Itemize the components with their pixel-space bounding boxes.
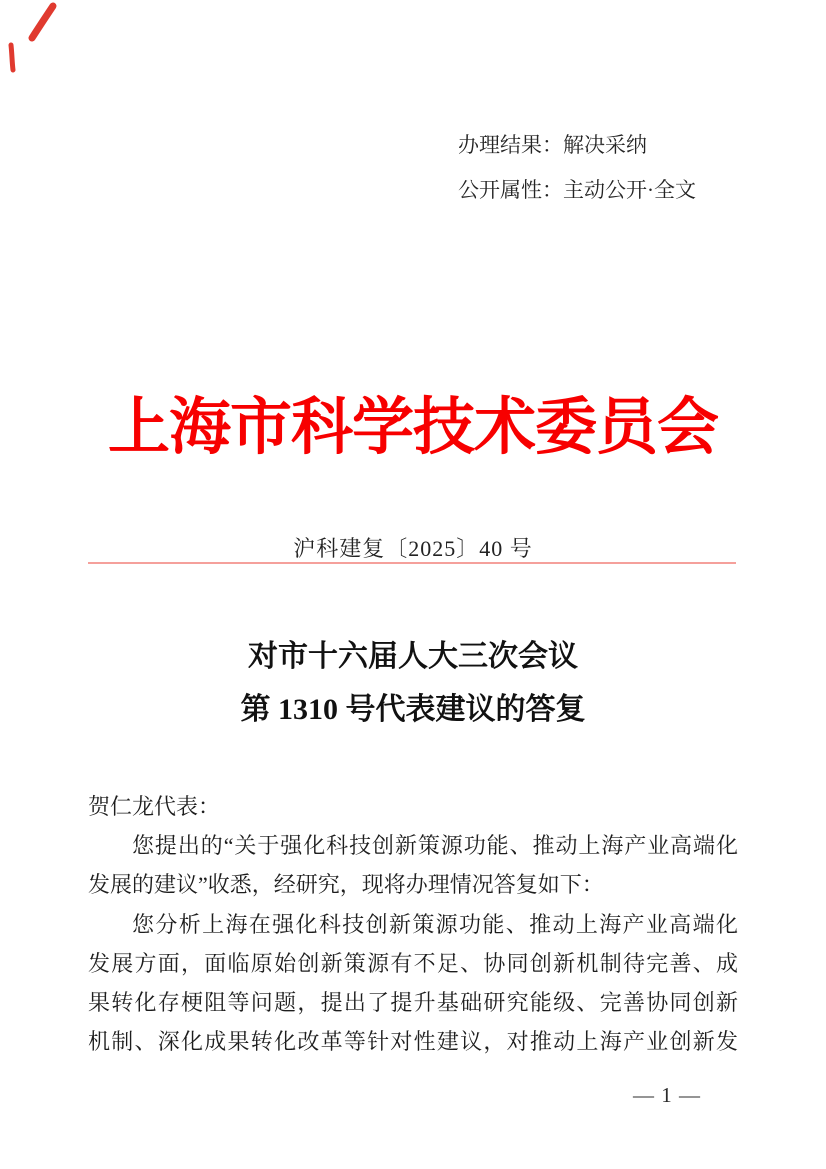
body-line: 您提出的“关于强化科技创新策源功能、推动上海产业高端化 xyxy=(132,833,738,859)
body-line: 发展方面，面临原始创新策源有不足、协同创新机制待完善、成 xyxy=(88,950,738,976)
header-meta-block xyxy=(458,123,696,213)
agency-letterhead-title: 上海市科学技术委员会 xyxy=(107,394,718,462)
body-line: 机制、深化成果转化改革等针对性建议，对推动上海产业创新发 xyxy=(88,1029,738,1055)
page-number: — 1 — xyxy=(633,1083,701,1107)
corner-scan-artifact-marks xyxy=(0,0,80,90)
reply-title-line1: 对市十六届人大三次会议 xyxy=(248,640,578,673)
handling-result-label: 办理结果：解决采纳 xyxy=(458,133,647,157)
body-line: 您分析上海在强化科技创新策源功能、推动上海产业高端化 xyxy=(132,911,738,937)
red-divider-line xyxy=(88,562,736,564)
letter-body xyxy=(88,787,738,1061)
salutation-line: 贺仁龙代表： xyxy=(88,794,221,819)
body-line: 果转化存梗阻等问题，提出了提升基础研究能级、完善协同创新 xyxy=(88,990,738,1016)
reply-title xyxy=(0,630,826,736)
document-number: 沪科建复〔2025〕40 号 xyxy=(293,536,533,561)
reply-title-line2: 第 1310 号代表建议的答复 xyxy=(240,693,586,726)
disclosure-attribute-label: 公开属性：主动公开·全文 xyxy=(458,178,696,202)
body-line: 发展的建议”收悉，经研究，现将办理情况答复如下： xyxy=(88,872,604,898)
